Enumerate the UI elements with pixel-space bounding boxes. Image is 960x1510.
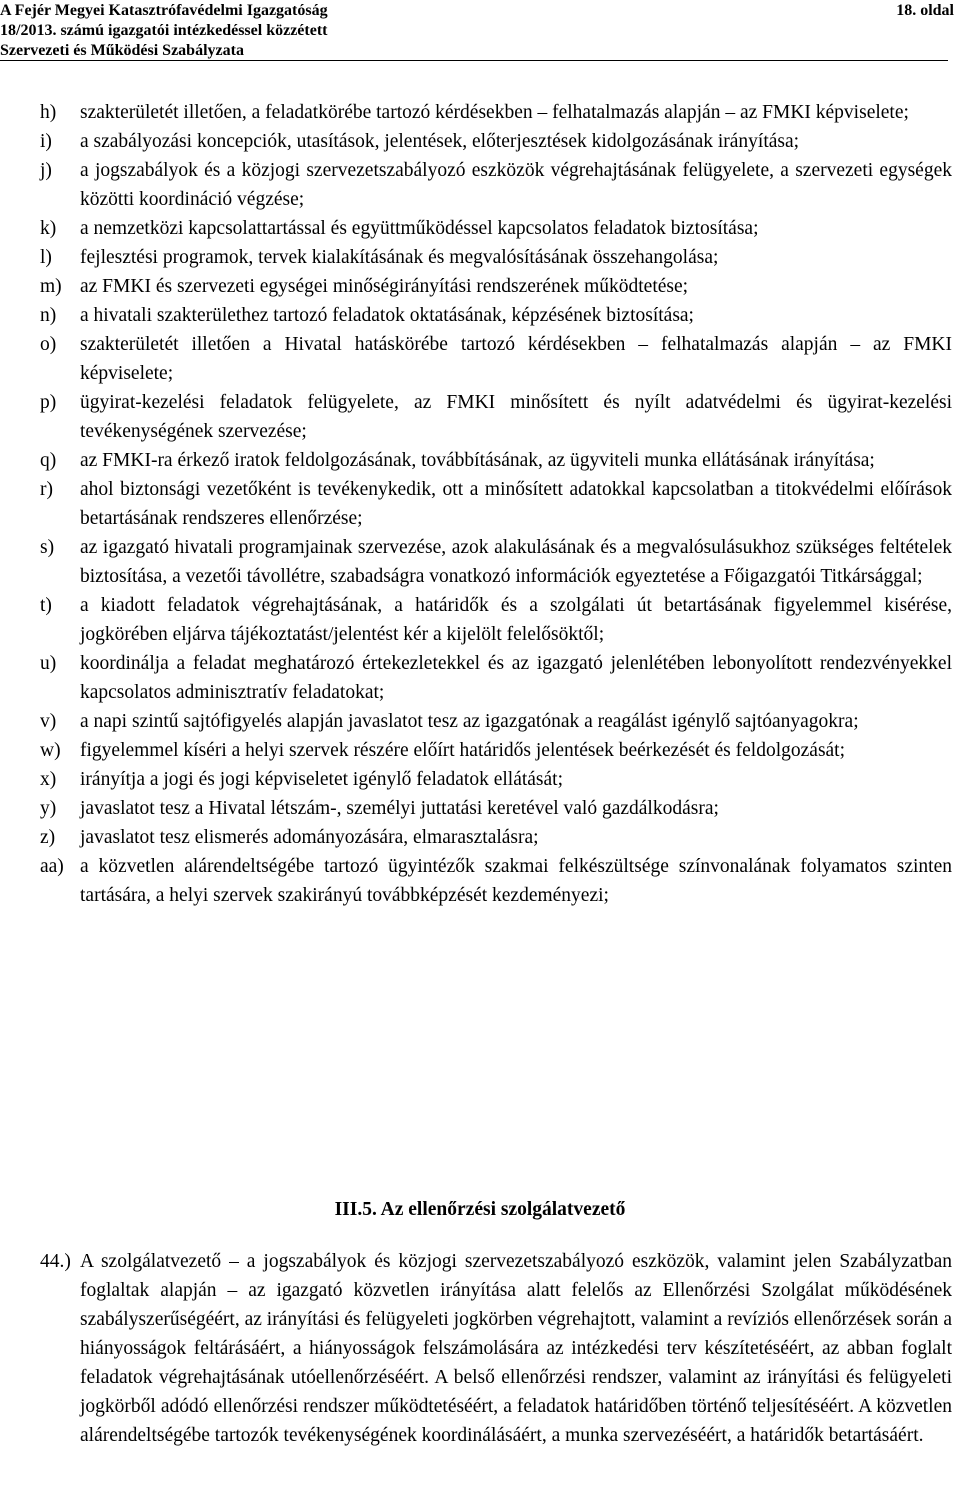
list-item-text: szakterületét illetően, a feladatkörébe tartozó kérdésekben – felhatalmazás alapján – az FMKI képviselete; <box>80 102 909 123</box>
page-header <box>0 0 960 62</box>
list-item <box>40 301 952 330</box>
list-item-text: az igazgató hivatali programjainak szervezése, azok alakulásának és a megvalósulásukhoz szükséges feltételek biztosítása, a vezetői távollétre, szabadságra vonatkozó információk egyeztetése a Főigazgatói Titkársággal; <box>80 537 952 587</box>
list-item-label: u) <box>40 653 57 674</box>
list-item-label: p) <box>40 392 57 413</box>
header-organization: A Fejér Megyei Katasztrófavédelmi Igazgatóság <box>0 2 328 19</box>
list-item-text: irányítja a jogi és jogi képviseletet igénylő feladatok ellátását; <box>80 769 564 790</box>
list-item-text: ügyirat-kezelési feladatok felügyelete, az FMKI minősített és nyílt adatvédelmi és ügyirat-kezelési tevékenységének szervezése; <box>80 392 952 442</box>
header-decree: 18/2013. számú igazgatói intézkedéssel közzétett <box>0 22 328 39</box>
list-item <box>40 591 952 649</box>
list-item-label: k) <box>40 218 57 239</box>
list-item-text: a szabályozási koncepciók, utasítások, jelentések, előterjesztések kidolgozásának irányítása; <box>80 131 800 152</box>
list-item-text: fejlesztési programok, tervek kialakításának és megvalósításának összehangolása; <box>80 247 719 268</box>
list-item-text: az FMKI-ra érkező iratok feldolgozásának, továbbításának, az ügyviteli munka ellátásának irányítása; <box>80 450 875 471</box>
list-item-label: n) <box>40 305 57 326</box>
list-item <box>40 765 952 794</box>
list-item <box>40 649 952 707</box>
list-item-label: q) <box>40 450 57 471</box>
page-number: 18. oldal <box>896 2 954 19</box>
list-item <box>40 533 952 591</box>
paragraph-44 <box>40 1247 952 1450</box>
header-document-title: Szervezeti és Működési Szabályzata <box>0 42 244 59</box>
list-item <box>40 243 952 272</box>
list-item-text: szakterületét illetően a Hivatal hatáskörébe tartozó kérdésekben – felhatalmazás alapján – az FMKI képviselete; <box>80 334 952 384</box>
list-item-label: m) <box>40 276 62 297</box>
list-item-label: t) <box>40 595 52 616</box>
list-item-text: a közvetlen alárendeltségébe tartozó ügyintézők szakmai felkészültsége színvonalának folyamatos szinten tartására, a helyi szervek szakirányú továbbképzését kezdeményezi; <box>80 856 952 906</box>
list-item <box>40 127 952 156</box>
list-item <box>40 330 952 388</box>
list-item-label: y) <box>40 798 57 819</box>
list-item <box>40 214 952 243</box>
list-item-label: w) <box>40 740 61 761</box>
list-item-label: j) <box>40 160 52 181</box>
list-item-text: a nemzetközi kapcsolattartással és együttműködéssel kapcsolatos feladatok biztosítása; <box>80 218 759 239</box>
list-item-text: javaslatot tesz a Hivatal létszám-, személyi juttatási keretével való gazdálkodásra; <box>80 798 719 819</box>
list-item <box>40 446 952 475</box>
list-item <box>40 736 952 765</box>
list-item <box>40 272 952 301</box>
list-item-text: koordinálja a feladat meghatározó értekezletekkel és az igazgató jelenlétében lebonyolított rendezvényekkel kapcsolatos adminisztratív feladatokat; <box>80 653 952 703</box>
list-item-text: javaslatot tesz elismerés adományozására, elmarasztalásra; <box>80 827 539 848</box>
list-item-label: x) <box>40 769 57 790</box>
list-item-text: ahol biztonsági vezetőként is tevékenykedik, ott a minősített adatokkal kapcsolatban a titokvédelmi előírások betartásának rendszeres ellenőrzése; <box>80 479 952 529</box>
list-item-text: figyelemmel kíséri a helyi szervek részére előírt határidős jelentések beérkezését és feldolgozását; <box>80 740 846 761</box>
list-item-label: aa) <box>40 856 64 877</box>
duties-list <box>40 98 952 910</box>
list-item-label: i) <box>40 131 52 152</box>
list-item-label: h) <box>40 102 57 123</box>
list-item-text: az FMKI és szervezeti egységei minőségirányítási rendszerének működtetése; <box>80 276 689 297</box>
list-item <box>40 794 952 823</box>
list-item-text: a hivatali szakterülethez tartozó feladatok oktatásának, képzésének biztosítása; <box>80 305 694 326</box>
list-item-label: v) <box>40 711 57 732</box>
paragraph-text: A szolgálatvezető – a jogszabályok és közjogi szervezetszabályozó eszközök, valamint jelen Szabályzatban foglaltak alapján – az igazgató közvetlen irányítása alatt felelős az Ellenőrzési Szolgálat működésének szabályszerűségéért, az irányítási és felügyeleti jogkörben végrehajtott, valamint a revíziós ellenőrzések során a hiányosságok feltárásáért, a hiányosságok felszámolására az intézkedési terv készítetéséért, az abban foglalt feladatok végrehajtásának utóellenőrzéséért. A belső ellenőrzési rendszer, valamint az irányítási és felügyeleti jogkörből adódó ellenőrzési rendszer működtetéséért, a feladatok határidőben történő teljesítéséért. A közvetlen alárendeltségébe tartozók tevékenységének koordinálásáért, a munka szervezéséért, a határidők betartásáért. <box>80 1251 952 1446</box>
list-item-label: l) <box>40 247 52 268</box>
list-item <box>40 852 952 910</box>
list-item-label: z) <box>40 827 56 848</box>
list-item-label: r) <box>40 479 53 500</box>
list-item <box>40 707 952 736</box>
list-item <box>40 98 952 127</box>
list-item <box>40 156 952 214</box>
header-rule <box>0 60 948 61</box>
list-item-text: a kiadott feladatok végrehajtásának, a határidők és a szolgálati út betartásának figyelemmel kisérése, jogkörében eljárva tájékoztatást/jelentést kér a kijelölt felelősöktől; <box>80 595 952 645</box>
list-item <box>40 388 952 446</box>
list-item <box>40 823 952 852</box>
list-item <box>40 475 952 533</box>
paragraph-number: 44.) <box>40 1251 71 1272</box>
list-item-text: a jogszabályok és a közjogi szervezetszabályozó eszközök végrehajtásának felügyelete, a szervezeti egységek közötti koordináció végzése; <box>80 160 952 210</box>
section-title: III.5. Az ellenőrzési szolgálatvezető <box>334 1199 626 1220</box>
list-item-text: a napi szintű sajtófigyelés alapján javaslatot tesz az igazgatónak a reagálást igénylő sajtóanyagokra; <box>80 711 859 732</box>
list-item-label: s) <box>40 537 55 558</box>
list-item-label: o) <box>40 334 57 355</box>
